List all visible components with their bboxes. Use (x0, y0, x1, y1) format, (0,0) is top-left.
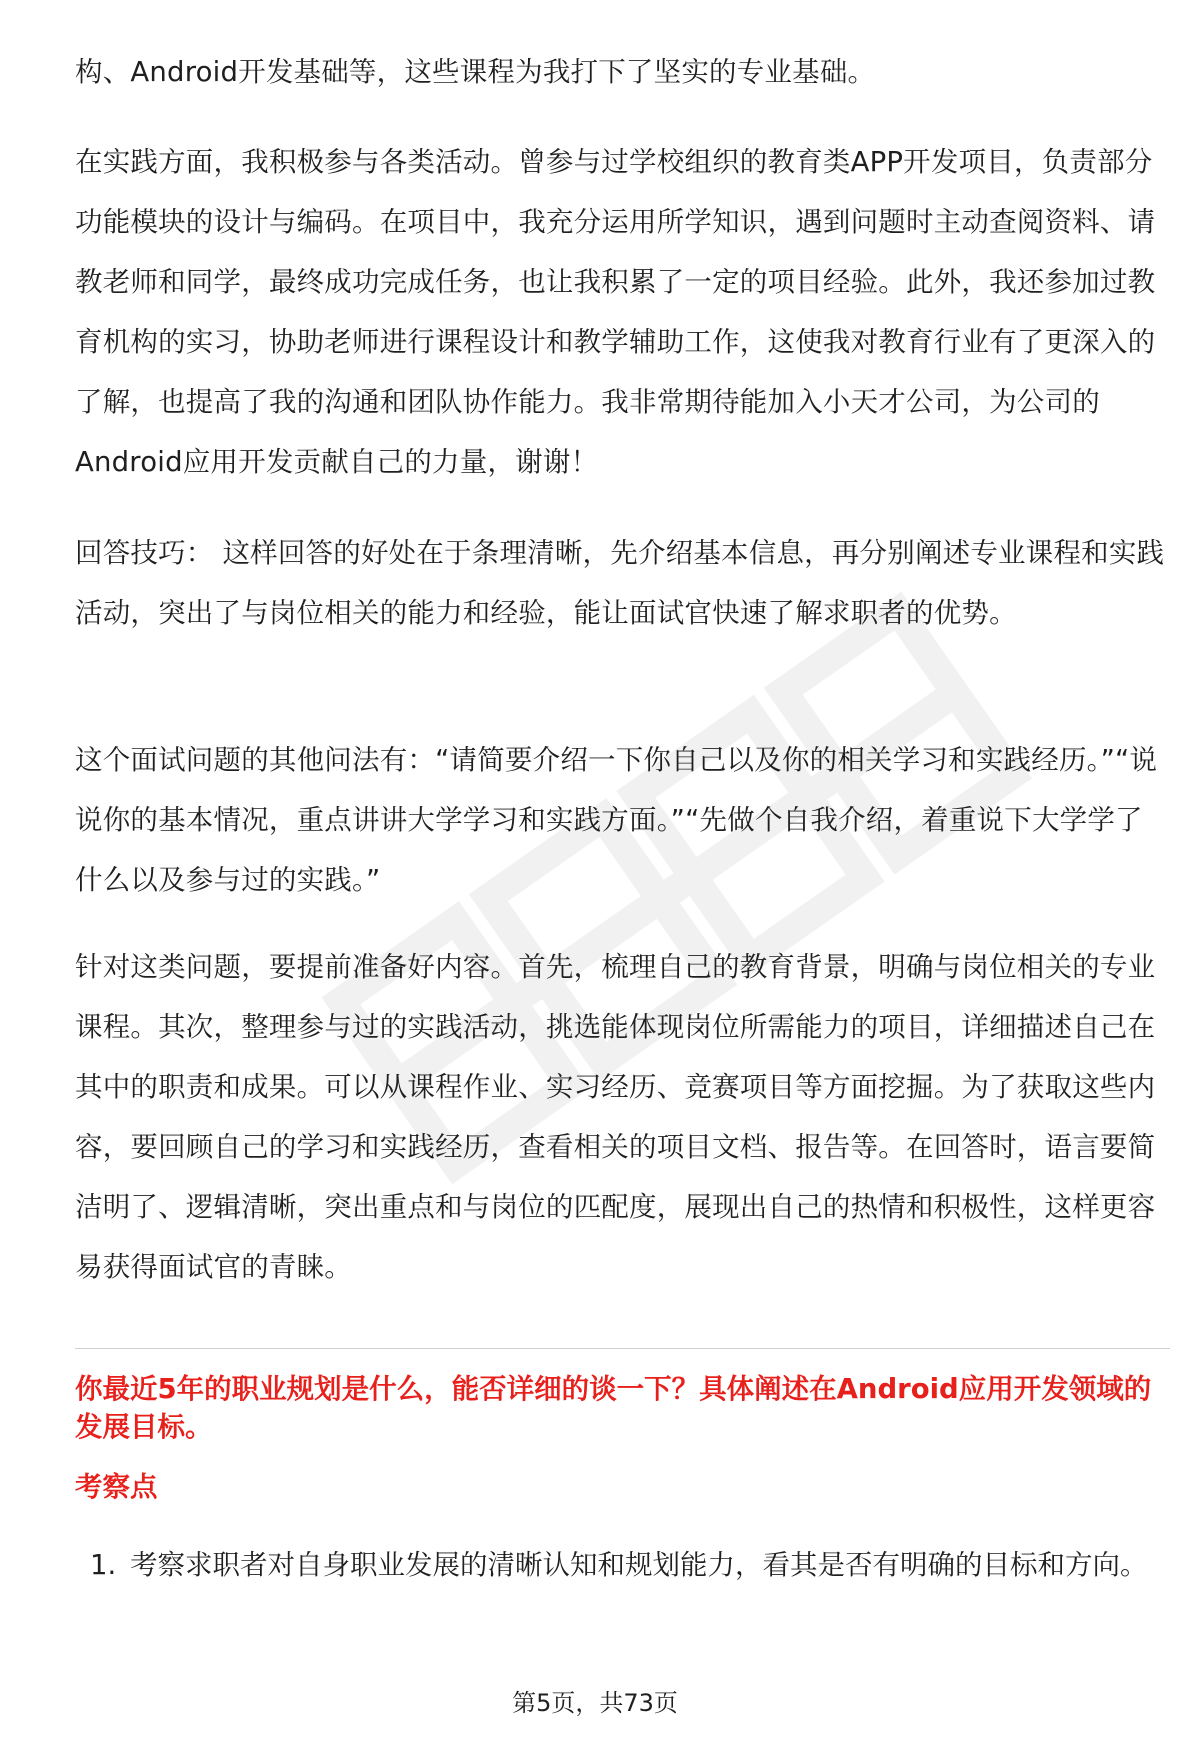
paragraph-education-continued: 构、Android开发基础等，这些课程为我打下了坚实的专业基础。 (75, 56, 876, 88)
paragraph-alternative-questions: 这个面试问题的其他问法有：“请简要介绍一下你自己以及你的相关学习和实践经历。”“说说你的基本情况，重点讲讲大学学习和实践方面。”“先做个自我介绍，着重说下大学学了什么以及参与过的实践。” (75, 744, 1158, 896)
paragraph-answer-tips: 回答技巧： 这样回答的好处在于条理清晰，先介绍基本信息，再分别阐述专业课程和实践活动，突出了与岗位相关的能力和经验，能让面试官快速了解求职者的优势。 (75, 537, 1165, 629)
section-divider (75, 1348, 1170, 1349)
paragraph-practice-experience: 在实践方面，我积极参与各类活动。曾参与过学校组织的教育类APP开发项目，负责部分功能模块的设计与编码。在项目中，我充分运用所学知识，遇到问题时主动查阅资料、请教老师和同学，最终成功完成任务，也让我积累了一定的项目经验。此外，我还参加过教育机构的实习，协助老师进行课程设计和教学辅助工作，这使我对教育行业有了更深入的了解，也提高了我的沟通和团队协作能力。我非常期待能加入小天才公司，为公司的Android应用开发贡献自己的力量，谢谢！ (75, 146, 1156, 478)
list-item-text: 考察求职者对自身职业发展的清晰认知和规划能力，看其是否有明确的目标和方向。 (130, 1549, 1148, 1581)
paragraph-preparation-advice: 针对这类问题，要提前准备好内容。首先，梳理自己的教育背景，明确与岗位相关的专业课程。其次，整理参与过的实践活动，挑选能体现岗位所需能力的项目，详细描述自己在其中的职责和成果。可以从课程作业、实习经历、竞赛项目等方面挖掘。为了获取这些内容，要回顾自己的学习和实践经历，查看相关的项目文档、报告等。在回答时，语言要简洁明了、逻辑清晰，突出重点和与岗位的匹配度，展现出自己的热情和积极性，这样更容易获得面试官的青睐。 (75, 951, 1156, 1283)
list-item-number: 1. (90, 1549, 117, 1581)
page-number-footer: 第5页，共73页 (512, 1689, 678, 1717)
assessment-points-list (75, 1535, 1170, 1595)
interview-question-title: 你最近5年的职业规划是什么，能否详细的谈一下？具体阐述在Android应用开发领域的发展目标。 (75, 1373, 1152, 1443)
section-heading-assessment-points: 考察点 (75, 1471, 158, 1503)
list-item (75, 1535, 1170, 1595)
